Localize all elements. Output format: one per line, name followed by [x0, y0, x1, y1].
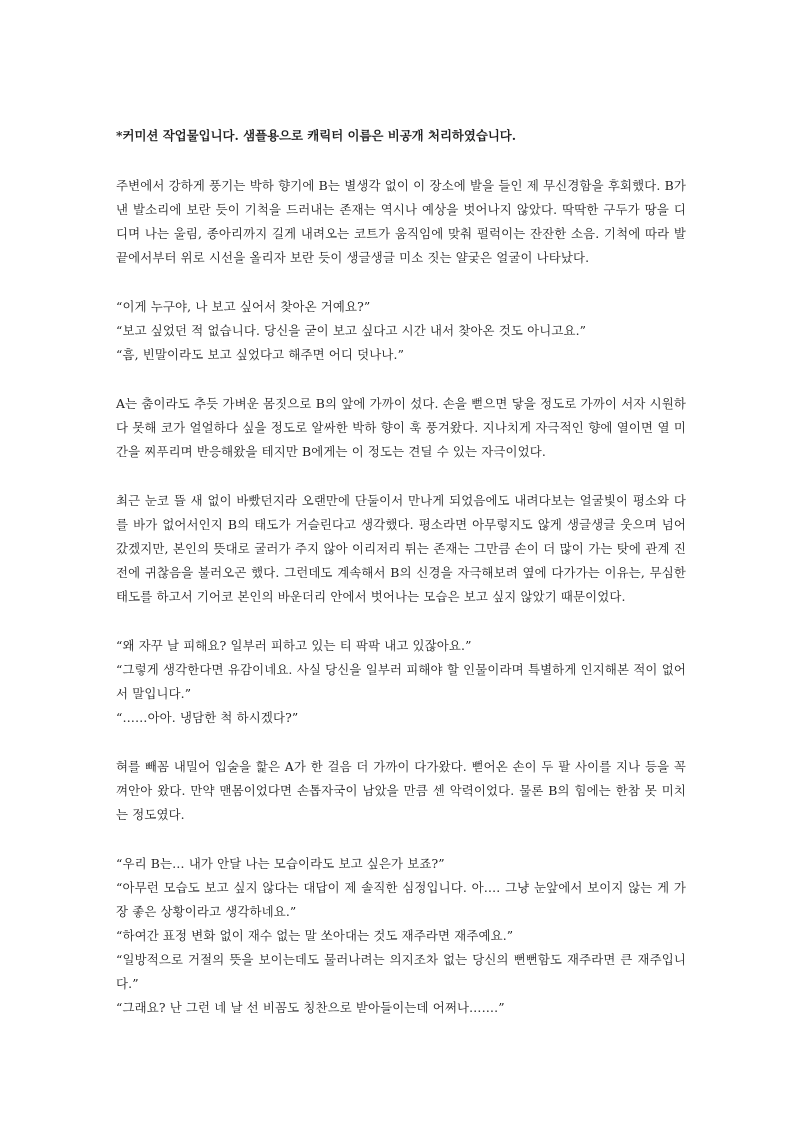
dialog-block-1	[116, 295, 686, 367]
dialog-line: “보고 싶었던 적 없습니다. 당신을 굳이 보고 싶다고 시간 내서 찾아온 것도 아니고요.”	[116, 323, 587, 338]
dialog-line: “아무런 모습도 보고 싶지 않다는 대답이 제 솔직한 심정입니다. 아…. 그냥 눈앞에서 보이지 않는 게 가장 좋은 상황이라고 생각하네요.”	[116, 880, 686, 919]
commission-note: *커미션 작업물입니다. 샘플용으로 캐릭터 이름은 비공개 처리하였습니다.	[116, 128, 517, 143]
dialog-line: “일방적으로 거절의 뜻을 보이는데도 물러나려는 의지조차 없는 당신의 뻔뻔함도 재주라면 큰 재주입니다.”	[116, 952, 686, 991]
dialog-line: “그렇게 생각한다면 유감이네요. 사실 당신을 일부러 피해야 할 인물이라며 특별하게 인지해본 적이 없어서 말입니다.”	[116, 662, 686, 701]
dialog-line: “흠, 빈말이라도 보고 싶었다고 해주면 어디 덧나나.”	[116, 347, 405, 362]
paragraph-2: A는 춤이라도 추듯 가벼운 몸짓으로 B의 앞에 가까이 섰다. 손을 뻗으면 닿을 정도로 가까이 서자 시원하다 못해 코가 얼얼하다 싶을 정도로 알싸한 박하 향이 훅 풍겨왔다. 지나치게 자극적인 향에 열이면 열 미간을 찌푸리며 반응해왔을 테지만 B에게는 이 정도는 견딜 수 있는 자극이었다.	[116, 396, 686, 459]
paragraph-1: 주변에서 강하게 풍기는 박하 향기에 B는 별생각 없이 이 장소에 발을 들인 제 무신경함을 후회했다. B가 낸 발소리에 보란 듯이 기척을 드러내는 존재는 역시나 예상을 벗어나지 않았다. 딱딱한 구두가 땅을 디디며 나는 울림, 종아리까지 길게 내려오는 코트가 움직임에 맞춰 펄럭이는 잔잔한 소음. 기척에 따라 발끝에서부터 위로 시선을 올리자 보란 듯이 생글생글 미소 짓는 얄궂은 얼굴이 나타났다.	[116, 178, 686, 265]
dialog-line: “왜 자꾸 날 피해요? 일부러 피하고 있는 티 팍팍 내고 있잖아요.”	[116, 638, 472, 653]
dialog-line: “하여간 표정 변화 없이 재수 없는 말 쏘아대는 것도 재주라면 재주예요.”	[116, 928, 514, 943]
paragraph-4: 혀를 빼꼼 내밀어 입술을 핥은 A가 한 걸음 더 가까이 다가왔다. 뻗어온 손이 두 팔 사이를 지나 등을 꼭 껴안아 왔다. 만약 맨몸이었다면 손톱자국이 남았을 만큼 센 악력이었다. 물론 B의 힘에는 한참 못 미치는 정도였다.	[116, 759, 686, 822]
dialog-block-3	[116, 852, 686, 1020]
dialog-block-2	[116, 634, 686, 730]
dialog-line: “……아아. 냉담한 척 하시겠다?”	[116, 710, 299, 725]
dialog-line: “우리 B는… 내가 안달 나는 모습이라도 보고 싶은가 보죠?”	[116, 856, 445, 871]
dialog-line: “이게 누구야, 나 보고 싶어서 찾아온 거예요?”	[116, 299, 371, 314]
paragraph-3: 최근 눈코 뜰 새 없이 바빴던지라 오랜만에 단둘이서 만나게 되었음에도 내려다보는 얼굴빛이 평소와 다를 바가 없어서인지 B의 태도가 거슬린다고 생각했다. 평소라면 아무렇지도 않게 생글생글 웃으며 넘어갔겠지만, 본인의 뜻대로 굴러가 주지 않아 이리저리 튀는 존재는 그만큼 손이 더 많이 가는 탓에 관계 진전에 귀찮음을 불러오곤 했다. 그런데도 계속해서 B의 신경을 자극해보려 옆에 다가가는 이유는, 무심한 태도를 하고서 기어코 본인의 바운더리 안에서 벗어나는 모습은 보고 싶지 않았기 때문이었다.	[116, 493, 686, 604]
document-page	[116, 124, 686, 1045]
dialog-line: “그래요? 난 그런 네 날 선 비꼼도 칭찬으로 받아들이는데 어쩌나…….”	[116, 1000, 505, 1015]
